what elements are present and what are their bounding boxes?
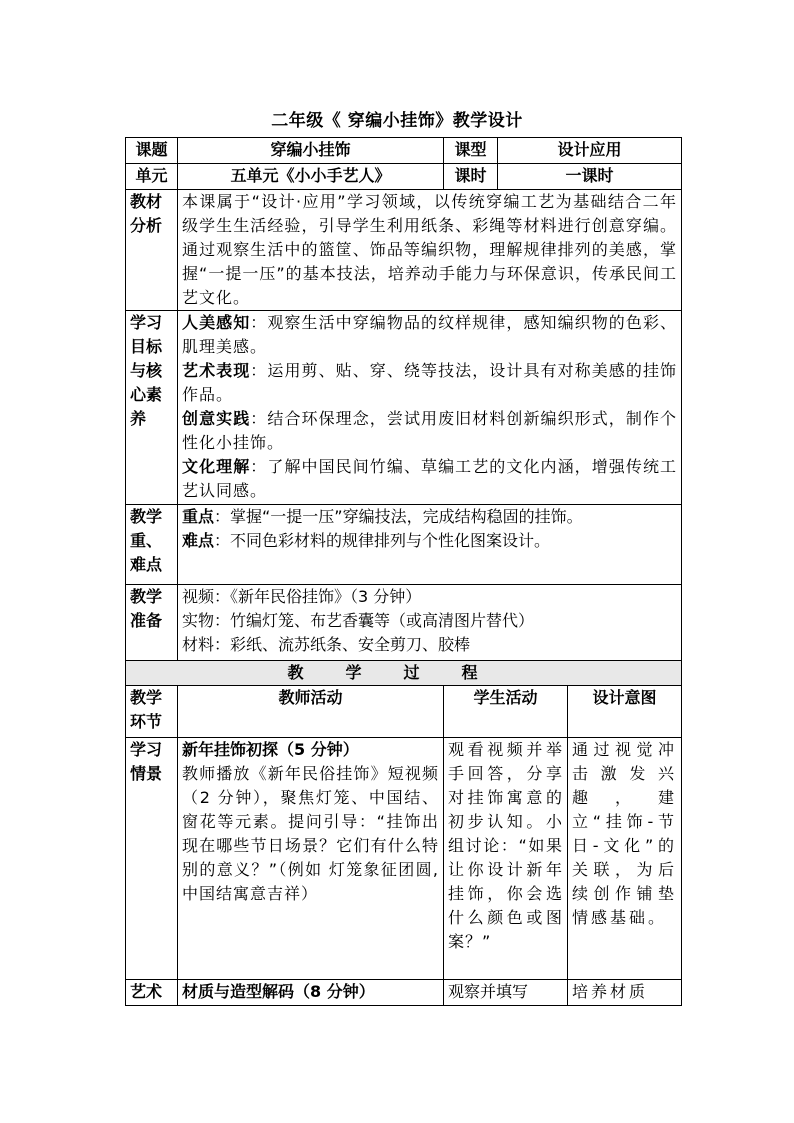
- process-header-row: [126, 686, 682, 738]
- teacher-activity-title: 新年挂饰初探（5 分钟）: [182, 740, 359, 759]
- prep-label: 教学 准备: [126, 585, 178, 661]
- time-value: 一课时: [498, 164, 682, 190]
- goals-text: [178, 311, 682, 505]
- topic-row: [126, 138, 682, 164]
- unit-row: [126, 164, 682, 190]
- topic-value: 穿编小挂饰: [178, 138, 444, 164]
- teacher-activity-cell: [178, 980, 444, 1006]
- analysis-label: 教材 分析: [126, 190, 178, 311]
- unit-value: 五单元《小小手艺人》: [178, 164, 444, 190]
- keypoint-item: 重点：掌握“一提一压”穿编技法，完成结构稳固的挂饰。: [182, 507, 583, 526]
- prep-row: [126, 585, 682, 661]
- student-activity-header: 学生活动: [444, 686, 568, 738]
- prep-text: [178, 585, 682, 661]
- stage-label: 艺术: [126, 980, 178, 1006]
- prep-line: 材料：彩纸、流苏纸条、安全剪刀、胶棒: [182, 635, 471, 654]
- topic-label: 课题: [126, 138, 178, 164]
- goals-row: [126, 311, 682, 505]
- stage-row: [126, 738, 682, 980]
- teacher-activity-text: 教师播放《新年民俗挂饰》短视频（2 分钟），聚焦灯笼、中国结、窗花等元素。提问引导：“挂饰出现在哪些节日场景？它们有什么特别的意义？”（例如 灯笼象征团圆,中国结寓意吉祥）: [182, 764, 440, 903]
- time-label: 课时: [444, 164, 498, 190]
- analysis-row: [126, 190, 682, 311]
- goal-item: 人美感知：观察生活中穿编物品的纹样规律，感知编织物的色彩、肌理美感。: [182, 313, 678, 356]
- lesson-plan-table: [125, 137, 682, 1006]
- design-intent-cell: 培养材质: [568, 980, 682, 1006]
- keypoints-label: 教学 重、 难点: [126, 505, 178, 585]
- keypoints-row: [126, 505, 682, 585]
- prep-line: 视频：《新年民俗挂饰》（3 分钟）: [182, 587, 422, 606]
- prep-line: 实物：竹编灯笼、布艺香囊等（或高清图片替代）: [182, 611, 535, 630]
- unit-label: 单元: [126, 164, 178, 190]
- teacher-activity-cell: [178, 738, 444, 980]
- stage-label: 学习 情景: [126, 738, 178, 980]
- stage-row: [126, 980, 682, 1006]
- design-intent-header: 设计意图: [568, 686, 682, 738]
- goal-item: 文化理解：了解中国民间竹编、草编工艺的文化内涵，增强传统工艺认同感。: [182, 457, 678, 500]
- process-section-title: 教学过程: [126, 661, 682, 686]
- process-section-row: [126, 661, 682, 686]
- goals-label: 学习 目标 与核 心素 养: [126, 311, 178, 505]
- design-intent-cell: 通过视觉冲击激发兴趣，建立“挂饰-节日-文化”的关联，为后续创作铺垫情感基础。: [568, 738, 682, 980]
- teacher-activity-header: 教师活动: [178, 686, 444, 738]
- student-activity-cell: 观察并填写: [444, 980, 568, 1006]
- keypoint-item: 难点：不同色彩材料的规律排列与个性化图案设计。: [182, 531, 551, 550]
- student-activity-cell: 观看视频并举手回答，分享对挂饰寓意的初步认知。小组讨论：“如果让你设计新年挂饰，你会选什么颜色或图案？”: [444, 738, 568, 980]
- goal-item: 创意实践：结合环保理念，尝试用废旧材料创新编织形式，制作个性化小挂饰。: [182, 409, 678, 452]
- stage-header: 教学 环节: [126, 686, 178, 738]
- analysis-text: 本课属于“设计·应用”学习领域，以传统穿编工艺为基础结合二年级学生生活经验，引导学生利用纸条、彩绳等材料进行创意穿编。通过观察生活中的篮筐、饰品等编织物，理解规律排列的美感，掌握“一提一压”的基本技法，培养动手能力与环保意识，传承民间工艺文化。: [178, 190, 682, 311]
- keypoints-text: [178, 505, 682, 585]
- page-title: 二年级《 穿编小挂饰》教学设计: [271, 111, 523, 131]
- goal-item: 艺术表现：运用剪、贴、穿、绕等技法，设计具有对称美感的挂饰作品。: [182, 361, 678, 404]
- type-label: 课型: [444, 138, 498, 164]
- type-value: 设计应用: [498, 138, 682, 164]
- teacher-activity-title: 材质与造型解码（8 分钟）: [182, 982, 375, 1001]
